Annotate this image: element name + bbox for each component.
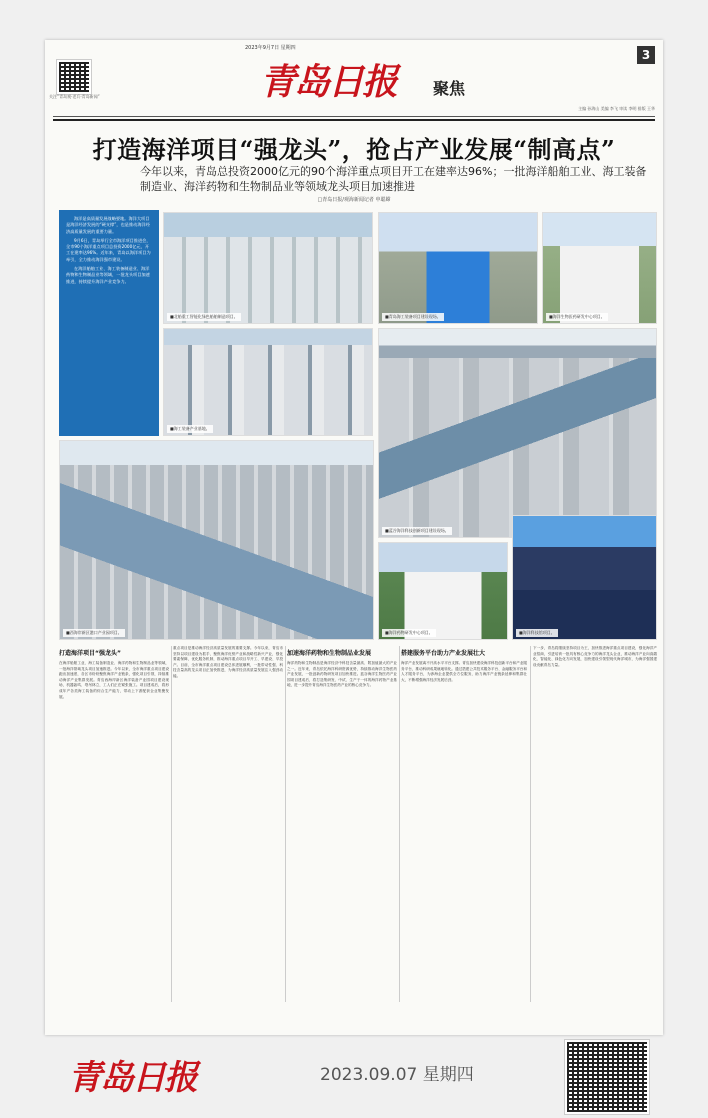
- section-title: 聚焦: [433, 79, 466, 98]
- photo-caption: ■海洋药物研发中心项目。: [382, 629, 436, 637]
- intro-paragraph: 在海洋船舶工业、海工装备制造业、海洋药物和生物制品业等领域，一批龙头项目加速推进，持续提升海洋产业竞争力。: [66, 266, 150, 284]
- qr-code-icon[interactable]: [565, 1040, 649, 1114]
- intro-box: [59, 210, 159, 436]
- intro-paragraph: 9月6日，青岛举行全市海洋项目推进会，全市90个海洋重点项目总投资2000亿元，开工在建率达96%。近年来，青岛以海洋项目为牵引，全力推动海洋强市建设。: [66, 237, 151, 262]
- date-line: 2023年9月7日 星期四: [245, 45, 296, 51]
- column-heading: 打造海洋项目“强龙头”: [59, 650, 121, 657]
- photo-caption: ■海工装备产业基地。: [167, 425, 213, 433]
- photo-aerial-harbor[interactable]: [378, 328, 657, 538]
- article-column: [287, 646, 397, 1006]
- subheadline: 今年以来，青岛总投资2000亿元的90个海洋重点项目开工在建率达96%；一批海洋船舶工业、海工装备制造业、海洋药物和生物制品业等领域龙头项目加速推进: [140, 165, 647, 193]
- footer-logo: 青岛日报: [68, 1058, 196, 1098]
- column-divider: [399, 646, 400, 1002]
- footer-date: 2023.09.07 星期四: [320, 1065, 474, 1085]
- photo-research-center[interactable]: [542, 212, 657, 324]
- qr-caption: 关注“青岛观·老兵·青岛新闻”: [49, 94, 100, 99]
- intro-paragraph: 海洋是高质量发展战略要地。海洋大项目是海洋经济发展的“硬支撑”，也是推动海洋经济高质量发展的重要力量。: [66, 216, 150, 234]
- header-divider: [53, 116, 655, 117]
- column-divider: [285, 646, 286, 1002]
- article-column: [533, 646, 657, 1006]
- newspaper-page: [45, 40, 663, 1035]
- column-text: 下一步，青岛将继续坚持项目为王，加快推进海洋重点项目建设，强化海洋产业招商，引进培育一批具有核心竞争力的海洋龙头企业，推动海洋产业向高端化、智能化、绿色化方向发展，加快建设引领型现代海洋城市，为海洋强国建设贡献青岛力量。: [533, 646, 657, 667]
- photo-caption: ■北船重工智能化绿色船舶制造项目。: [167, 313, 241, 321]
- article-column: [59, 646, 169, 1006]
- photo-industrial-base[interactable]: [163, 328, 373, 436]
- masthead-logo: 青岛日报: [260, 61, 397, 103]
- photo-caption: ■蓝谷海洋科技创新项目建设现场。: [382, 527, 452, 535]
- photo-port-park[interactable]: [59, 440, 374, 640]
- qr-code-icon[interactable]: [57, 60, 91, 94]
- page-number: 3: [637, 46, 655, 64]
- column-text: 重点项目是推动海洋经济高质量发展的重要支撑。今年以来，青岛市坚持以项目建设为抓手，聚焦海洋优势产业和战略性新兴产业，强化要素保障，优化服务机制，推动海洋重点项目早开工、早建设、早投产。目前，全市海洋重点项目建设总体进展顺利，一批带动性强、科技含量高的龙头项目正加快推进，为海洋经济高质量发展注入强劲动能。: [173, 646, 283, 678]
- article-column: [401, 646, 527, 1006]
- article-column: [173, 646, 283, 1006]
- photo-caption: ■海洋生物医药研发中心项目。: [546, 313, 608, 321]
- photo-pharma-center[interactable]: [378, 542, 508, 640]
- photo-caption: ■西海岸新区港口产业园项目。: [63, 629, 125, 637]
- header-divider-thick: [53, 119, 655, 121]
- byline: □青岛日报/观海新闻记者 申聪嫦: [317, 197, 391, 203]
- photo-construction[interactable]: [378, 212, 538, 324]
- photo-caption: ■海洋科技馆项目。: [516, 629, 558, 637]
- photo-caption: ■青岛海工装备项目建设现场。: [382, 313, 444, 321]
- column-text: 在海洋船舶工业、海工装备制造业、海洋药物和生物制品业等领域，一批海洋领域龙头项目加速推进。今年以来，全市海洋重点项目建设跑出加速度，各区市纷纷聚焦海洋产业链条，强化项目引领，持续推动海洋产业集群发展。青岛西海岸新区海洋装备产业园项目建设现场，机器轰鸣、塔吊林立，工人们正在紧张施工。项目建成后，将形成年产各类海工装备的综合生产能力，带动上下游配套企业集聚发展。: [59, 661, 169, 699]
- photo-shipyard[interactable]: [163, 212, 373, 324]
- column-divider: [171, 646, 172, 1002]
- photo-science-museum[interactable]: [512, 515, 657, 640]
- column-text: 海洋药物和生物制品是海洋经济中科技含量最高、附加值最大的产业之一。近年来，青岛依托海洋科研资源优势，持续推动海洋生物医药产业发展，一批创新药物研发项目加快推进。蓝谷海洋生物医药产业园项目建成后，将打造集研发、中试、生产于一体的海洋药物产业基地，进一步提升青岛海洋生物医药产业的核心竞争力。: [287, 661, 397, 688]
- headline: 打造海洋项目“强龙头”，抢占产业发展“制高点”: [92, 135, 616, 164]
- editor-credits: 主编 孙海山 美编 李飞 审读 李明 排版 王华: [578, 106, 655, 111]
- column-divider: [530, 646, 531, 1002]
- column-heading: 搭建服务平台助力产业发展壮大: [401, 650, 486, 657]
- column-heading: 加速海洋药物和生物制品业发展: [287, 650, 372, 657]
- column-text: 海洋产业发展离不开高水平平台支撑。青岛加快建设海洋科技创新平台和产业服务平台，推动科研成果就地转化。通过搭建公共技术服务平台、金融服务平台和人才服务平台，为涉海企业提供全方位服务，助力海洋产业链条延伸和集群壮大，不断增强海洋经济发展后劲。: [401, 661, 527, 682]
